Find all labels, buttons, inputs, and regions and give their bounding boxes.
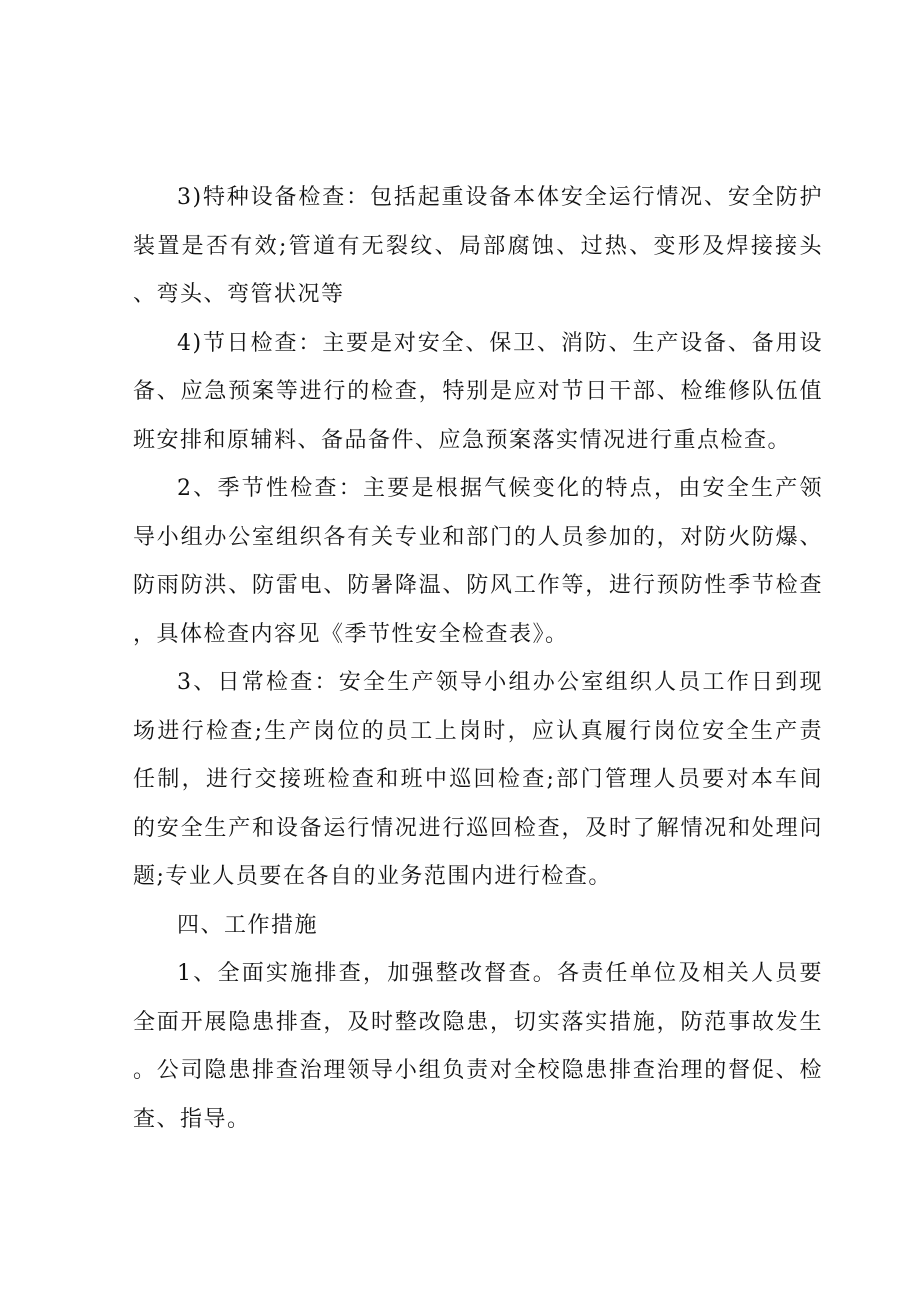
paragraph-holiday-inspection: 4)节日检查：主要是对安全、保卫、消防、生产设备、备用设备、应急预案等进行的检查，特别是应对节日干部、检维修队伍值班安排和原辅料、备品备件、应急预案落实情况进行重点检查。	[133, 330, 823, 453]
paragraph-daily-inspection: 3、日常检查：安全生产领导小组办公室组织人员工作日到现场进行检查;生产岗位的员工上岗时，应认真履行岗位安全生产责任制，进行交接班检查和班中巡回检查;部门管理人员要对本车间的安全生产和设备运行情况进行巡回检查，及时了解情况和处理问题;专业人员要在各自的业务范围内进行检查。	[133, 670, 823, 889]
paragraph-comprehensive-investigation: 1、全面实施排查，加强整改督查。各责任单位及相关人员要全面开展隐患排查，及时整改隐患，切实落实措施，防范事故发生。公司隐患排查治理领导小组负责对全校隐患排查治理的督促、检查、指导。	[133, 961, 823, 1132]
document-body	[133, 174, 823, 1144]
paragraph-special-equipment-inspection: 3)特种设备检查：包括起重设备本体安全运行情况、安全防护装置是否有效;管道有无裂纹、局部腐蚀、过热、变形及焊接接头、弯头、弯管状况等	[133, 185, 823, 307]
section-heading-work-measures: 四、工作措施	[177, 912, 319, 938]
paragraph-seasonal-inspection: 2、季节性检查：主要是根据气候变化的特点，由安全生产领导小组办公室组织各有关专业和部门的人员参加的，对防火防爆、防雨防洪、防雷电、防暑降温、防风工作等，进行预防性季节检查，具体检查内容见《季节性安全检查表》。	[133, 476, 823, 647]
